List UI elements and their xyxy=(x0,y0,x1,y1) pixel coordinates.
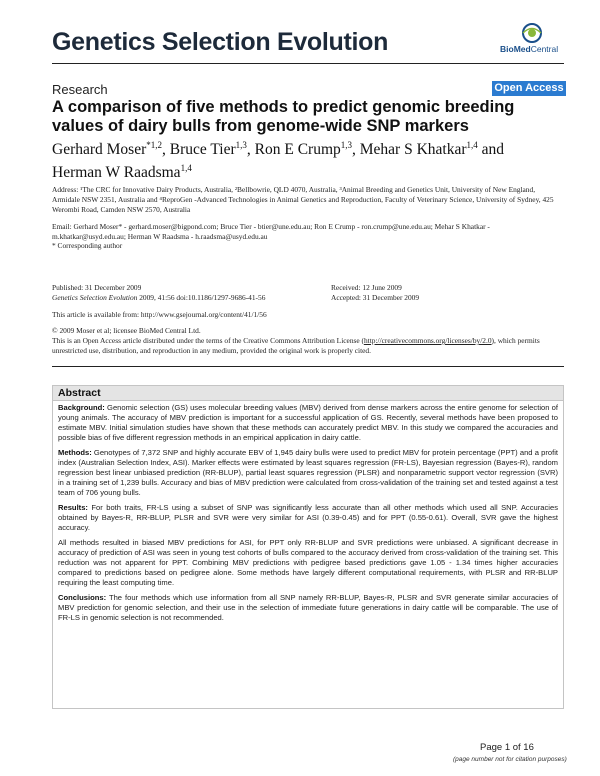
abstract-header xyxy=(53,386,563,401)
abstract-methods xyxy=(58,448,558,498)
author-name[interactable]: Gerhard Moser xyxy=(52,141,147,159)
results-label: Results: xyxy=(58,503,88,512)
author-name[interactable]: Bruce Tier xyxy=(169,141,236,159)
abstract-box xyxy=(52,385,564,709)
background-label: Background: xyxy=(58,403,105,412)
publisher-name-bio: BioMed xyxy=(500,44,531,54)
page-number-note: (page number not for citation purposes) xyxy=(453,756,567,763)
background-text: Genomic selection (GS) uses molecular breeding values (MBV) derived from dense markers across the entire genome for selection of young animals. The accuracy of MBV prediction is important for a successful application of GS. Recently, several methods have been proposed to estimate MBV. Initial simulation studies have shown that these methods can accurately predict MBV. In this study we compared the accuracies and possible bias of five different regression methods in an empirical application in dairy cattle. xyxy=(58,403,558,442)
open-access-badge: Open Access xyxy=(492,81,566,96)
publisher-name xyxy=(500,44,558,54)
header-rule xyxy=(52,63,564,64)
author-list: Gerhard Moser$^{*1,2}$, Bruce Tier$^{1,3}$, Ron E Crump$^{1,3}$, Mehar S Khatkar$^{1,4}$ and Herman W Raadsma$^{1,4}$ xyxy=(52,140,505,182)
publisher-logo[interactable] xyxy=(500,22,564,56)
abstract-background xyxy=(58,403,558,443)
author-affiliation: 1,4 xyxy=(466,140,478,150)
methods-text: Genotypes of 7,372 SNP and highly accurate EBV of 1,945 dairy bulls were used to predict MBV for protein percentage (PPT) and a profit index (Australian Selection Index, ASI). Marker effects were estimated by least squares regression (FR-LS), Bayesian regression (Bayes-R), random regression best linear unbiased prediction (RR-BLUP), partial least squares regression (PLSR) and nonparametric support vector regression (SVR) in a training set of 1,239 bulls. Accuracy and bias of MBV prediction were calculated from cross-validation of the training set and tested against a test team of 706 young bulls. xyxy=(58,448,558,497)
affiliation-address: Address: ¹The CRC for Innovative Dairy Products, Australia, ²Bellbowrie, QLD 4070, Australia, ³Animal Breeding and Genetics Unit, University of New England, Armidale NSW 2351, Australia and ⁴ReproGen -Advanced Technologies in Animal Genetics and Reproduction, Faculty of Veterinary Science, University of Sydney, 425 Werombi Road, Camden NSW 2570, Australia xyxy=(52,185,554,214)
abstract-separator xyxy=(52,366,564,367)
received-date: Received: 12 June 2009 xyxy=(331,283,402,292)
author-affiliation: *1,2 xyxy=(146,140,163,150)
abstract-conclusions xyxy=(58,593,558,623)
conclusions-label: Conclusions: xyxy=(58,593,107,602)
section-label: Research xyxy=(52,82,108,97)
article-url[interactable]: This article is available from: http://www.gsejournal.org/content/41/1/56 xyxy=(52,310,267,319)
published-date: Published: 31 December 2009 xyxy=(52,283,142,292)
publisher-name-central: Central xyxy=(530,44,559,54)
abstract-results-continued: All methods resulted in biased MBV predictions for ASI, for PPT only RR-BLUP and SVR predictions were unbiased. A significant decrease in accuracy of prediction of ASI was seen in young test cohorts of bulls compared to the accuracy derived from cross-validation of the training set. This reduction was not apparent for PPT. Combining MBV predictions with pedigree based predictions gave 1.05 - 1.34 times higher accuracies compared to predictions based on pedigree alone. Some methods have largely different computational requirements, with PLSR and RR-BLUP requiring the least computing time. xyxy=(58,538,558,587)
citation-journal: Genetics Selection Evolution xyxy=(52,293,138,302)
license-block xyxy=(52,326,564,356)
citation-details: 2009, 41:56 doi:10.1186/1297-9686-41-56 xyxy=(137,293,266,302)
abstract-body xyxy=(58,403,558,628)
publication-info xyxy=(52,283,312,303)
received-accepted xyxy=(331,283,531,303)
author-name[interactable]: Ron E Crump xyxy=(254,141,341,159)
author-affiliation: 1,3 xyxy=(340,140,353,150)
author-name[interactable]: Mehar S Khatkar xyxy=(359,141,467,159)
license-text xyxy=(52,336,564,356)
corresponding-author-note: * Corresponding author xyxy=(52,241,123,250)
conclusions-text: The four methods which use information from all SNP namely RR-BLUP, Bayes-R, PLSR and SVR generate similar accuracies of MBV prediction for genomic selection, and their use in the selection of immediate future generations in dairy cattle will be comparable. The use of FR-LS in genomic selection is not recommended. xyxy=(58,593,558,622)
accepted-date: Accepted: 31 December 2009 xyxy=(331,293,420,302)
copyright-line: © 2009 Moser et al; licensee BioMed Central Ltd. xyxy=(52,326,201,335)
page-number: Page 1 of 16 xyxy=(480,742,534,753)
abstract-results xyxy=(58,503,558,533)
citation xyxy=(52,293,312,303)
results-text: For both traits, FR-LS using a subset of SNP was significantly less accurate than all other methods which used all SNP. Accuracies obtained by Bayes-R, RR-BLUP, PLSR and SVR were very similar for ASI (0.39-0.45) and for PPT (0.55-0.61). Overall, SVR gave the highest accuracy. xyxy=(58,503,558,532)
license-pre: This is an Open Access article distributed under the terms of the Creative Commons Attribution License ( xyxy=(52,336,364,345)
author-emails: Email: Gerhard Moser* - gerhard.moser@bigpond.com; Bruce Tier - btier@une.edu.au; Ron E Crump - ron.crump@une.edu.au; Mehar S Khatkar - m.khatkar@usyd.edu.au; Herman W Raadsma - h.raadsma@usyd.edu.au xyxy=(52,222,490,241)
author-affiliation: 1,4 xyxy=(180,163,192,174)
abstract-heading: Abstract xyxy=(58,387,101,399)
license-link[interactable]: http://creativecommons.org/licenses/by/2.0 xyxy=(363,336,492,345)
author-name[interactable]: Herman W Raadsma xyxy=(52,164,181,182)
journal-title: Genetics Selection Evolution xyxy=(52,28,389,56)
biomed-central-logo-icon xyxy=(520,22,544,44)
license-post: ), which permits unrestricted use, distribution, and reproduction in any medium, provided the original work is properly cited. xyxy=(52,336,540,355)
article-title: A comparison of five methods to predict genomic breeding values of dairy bulls from genome-wide SNP markers xyxy=(52,98,515,135)
author-affiliation: 1,3 xyxy=(235,140,247,150)
methods-label: Methods: xyxy=(58,448,92,457)
